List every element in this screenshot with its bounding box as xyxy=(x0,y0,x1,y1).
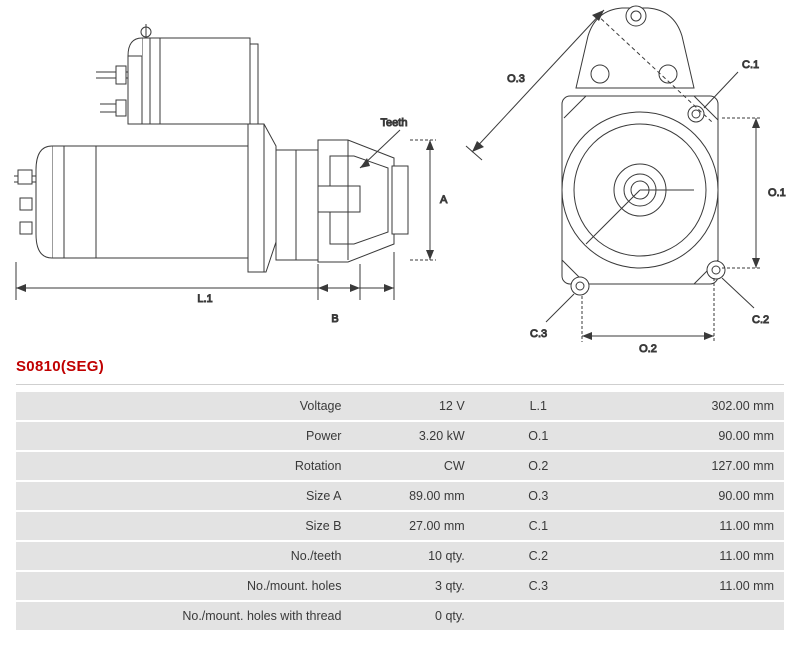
dim-value xyxy=(576,602,784,630)
spec-label: No./mount. holes with thread xyxy=(16,602,351,630)
spec-value: 3.20 kW xyxy=(351,422,474,450)
table-row xyxy=(16,542,784,570)
table-row xyxy=(16,512,784,540)
dim-o3-label: O.3 xyxy=(507,73,525,85)
dim-code: C.2 xyxy=(501,542,576,570)
dim-value: 11.00 mm xyxy=(576,542,784,570)
dim-value: 11.00 mm xyxy=(576,512,784,540)
title-divider xyxy=(16,384,784,385)
dim-code: C.3 xyxy=(501,572,576,600)
spec-label: Size B xyxy=(16,512,351,540)
specifications-table xyxy=(16,390,784,632)
teeth-label: Teeth xyxy=(380,117,408,129)
table-row xyxy=(16,422,784,450)
column-gap xyxy=(475,422,501,450)
dim-code: L.1 xyxy=(501,392,576,420)
spec-value: CW xyxy=(351,452,474,480)
dim-c2-label: C.2 xyxy=(752,314,770,326)
column-gap xyxy=(475,452,501,480)
spec-value: 12 V xyxy=(351,392,474,420)
table-row xyxy=(16,392,784,420)
table-row xyxy=(16,452,784,480)
dim-value: 11.00 mm xyxy=(576,572,784,600)
spec-label: Rotation xyxy=(16,452,351,480)
spec-label: No./teeth xyxy=(16,542,351,570)
spec-label: Voltage xyxy=(16,392,351,420)
dim-b-label: B xyxy=(331,313,339,325)
dim-code: O.2 xyxy=(501,452,576,480)
spec-value: 10 qty. xyxy=(351,542,474,570)
dim-a-label: A xyxy=(440,194,448,206)
table-row xyxy=(16,482,784,510)
spec-value: 27.00 mm xyxy=(351,512,474,540)
spec-value: 0 qty. xyxy=(351,602,474,630)
dim-code xyxy=(501,602,576,630)
column-gap xyxy=(475,392,501,420)
column-gap xyxy=(475,542,501,570)
column-gap xyxy=(475,572,501,600)
dim-l1-label: L.1 xyxy=(197,293,213,305)
dim-o1-label: O.1 xyxy=(768,187,786,199)
dim-c1-label: C.1 xyxy=(742,59,760,71)
starter-front-view xyxy=(466,6,786,355)
dim-o2-label: O.2 xyxy=(639,343,657,355)
dim-code: O.3 xyxy=(501,482,576,510)
dim-code: O.1 xyxy=(501,422,576,450)
dim-c3-label: C.3 xyxy=(530,328,548,340)
starter-side-view xyxy=(14,24,448,325)
table-row xyxy=(16,572,784,600)
dim-value: 302.00 mm xyxy=(576,392,784,420)
spec-value: 89.00 mm xyxy=(351,482,474,510)
dim-value: 90.00 mm xyxy=(576,422,784,450)
page-title: S0810(SEG) xyxy=(16,358,105,375)
column-gap xyxy=(475,602,501,630)
dim-value: 90.00 mm xyxy=(576,482,784,510)
dim-value: 127.00 mm xyxy=(576,452,784,480)
spec-label: Size A xyxy=(16,482,351,510)
spec-value: 3 qty. xyxy=(351,572,474,600)
column-gap xyxy=(475,512,501,540)
spec-label: No./mount. holes xyxy=(16,572,351,600)
table-row xyxy=(16,602,784,630)
dim-code: C.1 xyxy=(501,512,576,540)
column-gap xyxy=(475,482,501,510)
spec-label: Power xyxy=(16,422,351,450)
